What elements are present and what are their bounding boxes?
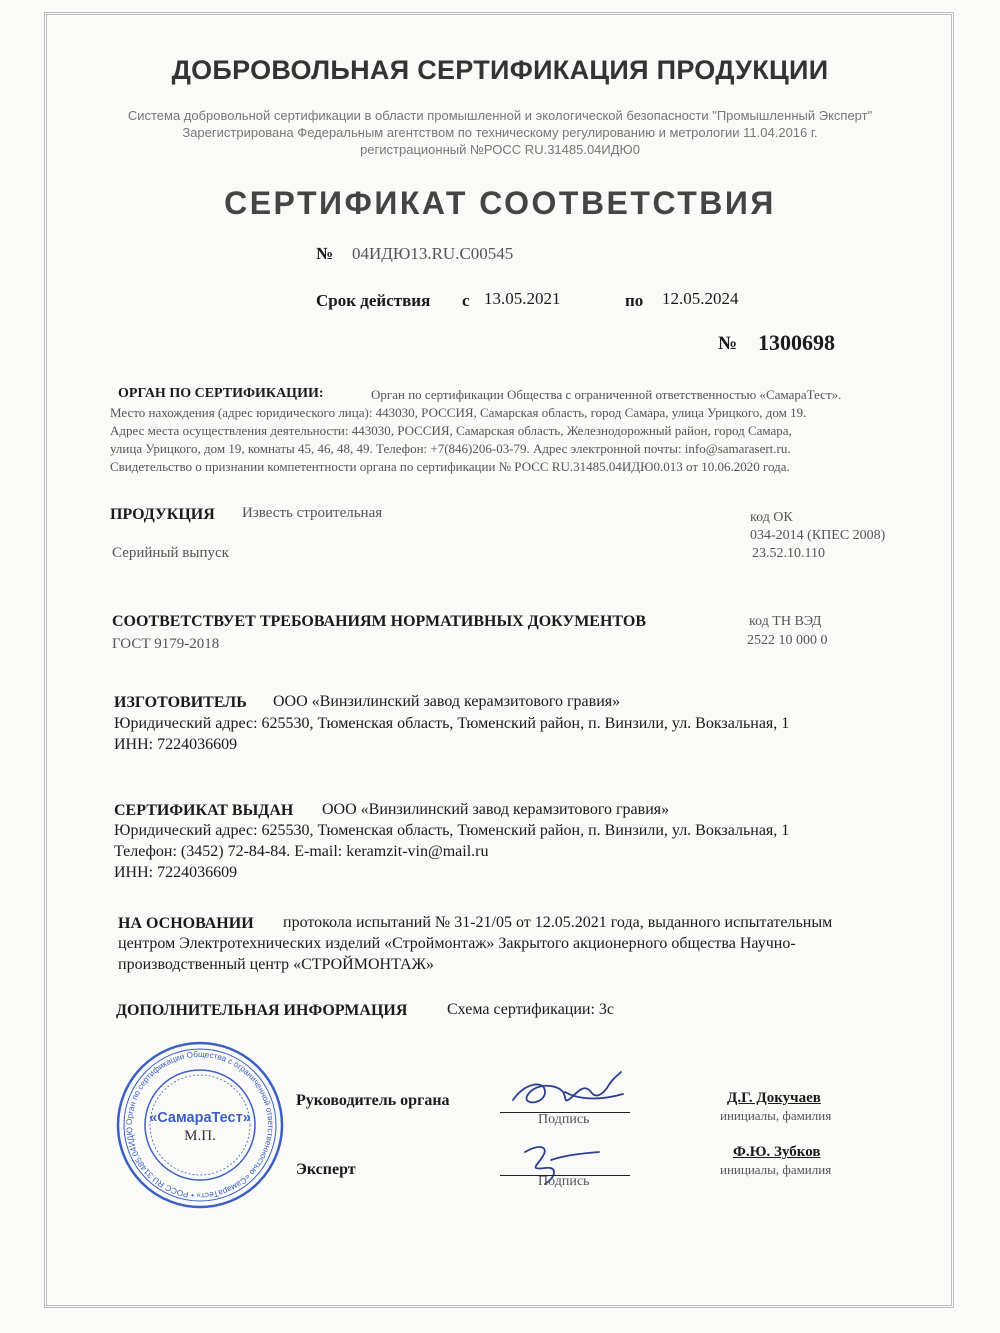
- issued-to-inn: ИНН: 7224036609: [114, 864, 238, 881]
- expert-name-caption: инициалы, фамилия: [720, 1162, 832, 1177]
- head-label: Руководитель органа: [296, 1092, 450, 1109]
- basis-line-3: производственный центр «СТРОЙМОНТАЖ»: [118, 956, 434, 973]
- certification-body-line-3: Адрес места осуществления деятельности: 443030, РОССИЯ, Самарская область, Железнодорожный район, город Самара,: [110, 423, 792, 438]
- manufacturer-inn: ИНН: 7224036609: [114, 736, 238, 753]
- system-line-2: Зарегистрирована Федеральным агентством по техническому регулированию и метрологии 11.04.2016 г.: [182, 125, 818, 140]
- issued-to-name: ООО «Винзилинский завод керамзитового гравия»: [322, 801, 670, 818]
- manufacturer-heading: ИЗГОТОВИТЕЛЬ: [114, 694, 247, 711]
- stamp-seal: [115, 1040, 285, 1210]
- head-name-caption: инициалы, фамилия: [720, 1108, 832, 1123]
- header-title: ДОБРОВОЛЬНАЯ СЕРТИФИКАЦИЯ ПРОДУКЦИИ: [171, 55, 829, 85]
- ok-code-line-2: 23.52.10.110: [752, 546, 825, 561]
- tnved-code: 2522 10 000 0: [747, 633, 828, 648]
- additional-text: Схема сертификации: 3с: [447, 1001, 615, 1018]
- tnved-label: код ТН ВЭД: [749, 614, 822, 629]
- stamp-ring-text: Орган по сертификации Общества с ограниченной ответственностью «СамараТест» • РОСС RU.31485.04ИДЮ: [124, 1049, 276, 1201]
- conformity-standard: ГОСТ 9179-2018: [112, 636, 220, 652]
- additional-heading: ДОПОЛНИТЕЛЬНАЯ ИНФОРМАЦИЯ: [116, 1002, 408, 1019]
- product-serial: Серийный выпуск: [112, 545, 229, 561]
- form-number-label: №: [718, 333, 738, 354]
- expert-sign-caption: Подпись: [538, 1174, 590, 1189]
- validity-from-label: с: [462, 291, 470, 310]
- system-line-3: регистрационный №РОСС RU.31485.04ИДЮ0: [360, 142, 640, 157]
- cert-number: 04ИДЮ13.RU.C00545: [352, 244, 514, 263]
- ok-code-line-1: 034-2014 (КПЕС 2008): [750, 528, 886, 543]
- certification-body-line-2: Место нахождения (адрес юридического лица): 443030, РОССИЯ, Самарская область, город Самара, улица Урицкого, дом 19.: [110, 405, 807, 420]
- conformity-heading: СООТВЕТСТВУЕТ ТРЕБОВАНИЯМ НОРМАТИВНЫХ ДОКУМЕНТОВ: [112, 613, 646, 630]
- certification-body-line-1: Орган по сертификации Общества с ограниченной ответственностью «СамараТест».: [371, 387, 842, 402]
- validity-label: Срок действия: [316, 291, 431, 310]
- certification-body-line-5: Свидетельство о признании компетентности органа по сертификации № РОСС RU.31485.04ИДЮ0.013 от 10.06.2020 года.: [110, 459, 790, 474]
- basis-line-2: центром Электротехнических изделий «Строймонтаж» Закрытого акционерного общества Научно-: [118, 935, 796, 952]
- system-line-1: Система добровольной сертификации в области промышленной и экологической безопасности "Промышленный Эксперт": [127, 108, 873, 123]
- issued-to-contacts: Телефон: (3452) 72-84-84. E-mail: keramzit-vin@mail.ru: [114, 843, 489, 860]
- stamp-center-text: «СамараТест»: [149, 1110, 251, 1126]
- form-number: 1300698: [758, 330, 835, 355]
- expert-name: Ф.Ю. Зубков: [733, 1144, 821, 1160]
- basis-heading: НА ОСНОВАНИИ: [118, 915, 254, 932]
- head-sign-caption: Подпись: [538, 1112, 590, 1127]
- head-name: Д.Г. Докучаев: [727, 1090, 821, 1106]
- product-name: Известь строительная: [242, 505, 383, 521]
- manufacturer-address: Юридический адрес: 625530, Тюменская область, Тюменский район, п. Винзили, ул. Вокзальная, 1: [114, 715, 790, 732]
- issued-to-address: Юридический адрес: 625530, Тюменская область, Тюменский район, п. Винзили, ул. Вокзальная, 1: [114, 822, 790, 839]
- product-heading: ПРОДУКЦИЯ: [110, 506, 215, 523]
- cert-number-label: №: [316, 244, 334, 263]
- certification-body-heading: ОРГАН ПО СЕРТИФИКАЦИИ:: [118, 386, 324, 401]
- certificate-title: СЕРТИФИКАТ СООТВЕТСТВИЯ: [224, 185, 776, 221]
- certification-body-line-4: улица Урицкого, дом 19, комнаты 45, 46, 48, 49. Телефон: +7(846)206-03-79. Адрес электронной почты: info@samarasert.ru.: [110, 441, 791, 456]
- issued-to-heading: СЕРТИФИКАТ ВЫДАН: [114, 802, 294, 819]
- stamp-mp-text: М.П.: [184, 1128, 216, 1144]
- head-signature: [505, 1062, 630, 1117]
- validity-to-date: 12.05.2024: [662, 289, 739, 308]
- manufacturer-name: ООО «Винзилинский завод керамзитового гравия»: [273, 693, 621, 710]
- validity-to-label: по: [625, 291, 644, 310]
- validity-from-date: 13.05.2021: [484, 289, 561, 308]
- ok-code-label: код ОК: [750, 510, 793, 525]
- expert-label: Эксперт: [296, 1161, 356, 1178]
- basis-line-1: протокола испытаний № 31-21/05 от 12.05.2021 года, выданного испытательным: [283, 914, 833, 931]
